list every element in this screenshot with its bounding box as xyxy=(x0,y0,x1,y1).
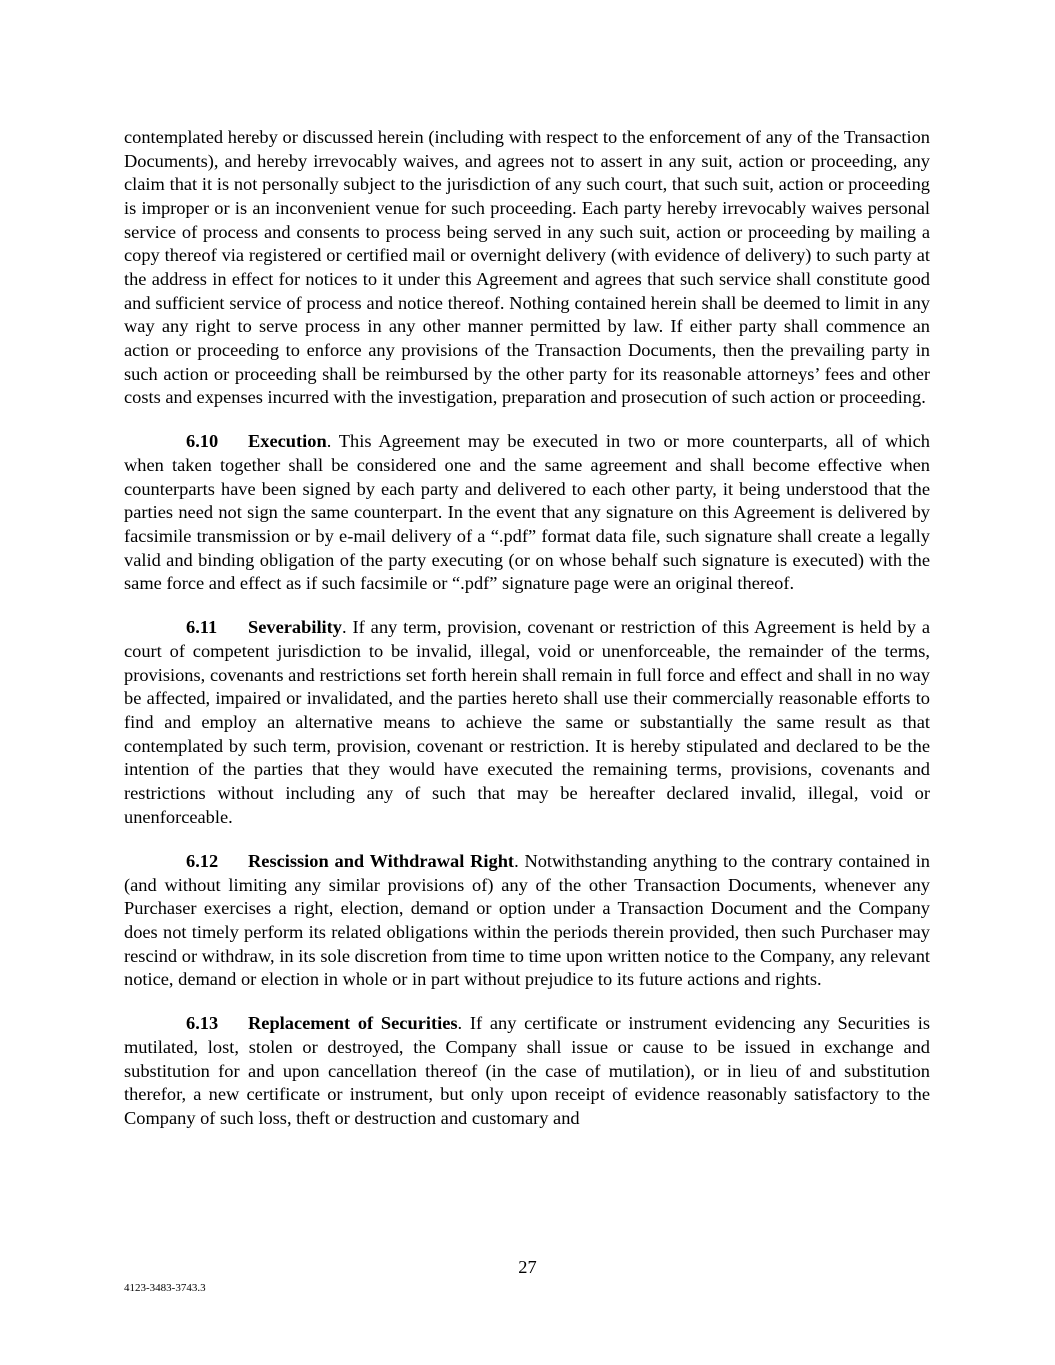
section-number: 6.11 xyxy=(186,617,218,638)
section-6-13 xyxy=(124,1012,930,1130)
section-number: 6.13 xyxy=(186,1013,219,1034)
document-id: 4123-3483-3743.3 xyxy=(124,1282,206,1294)
section-text: . Notwithstanding anything to the contrary contained in (and without limiting any similar provisions of) any of the other Transaction Documents, whenever any Purchaser exercises a right, election, demand or option under a Transaction Document and the Company does not timely perform its related obligations within the periods therein provided, then such Purchaser may rescind or withdraw, in its sole discretion from time to time upon written notice to the Company, any relevant notice, demand or election in whole or in part without prejudice to its future actions and rights. xyxy=(124,850,931,990)
section-6-11 xyxy=(124,616,930,829)
section-text: . If any term, provision, covenant or restriction of this Agreement is held by a court of competent jurisdiction to be invalid, illegal, void or unenforceable, the remainder of the terms, provisions, covenants and restrictions set forth herein shall remain in full force and effect and shall in no way be affected, impaired or invalidated, and the parties hereto shall use their commercially reasonable efforts to find and employ an alternative means to achieve the same or substantially the same result as that contemplated by such term, provision, covenant or restriction. It is hereby stipulated and declared to be the intention of the parties that they would have executed the remaining terms, provisions, covenants and restrictions without including any of such that may be hereafter declared invalid, illegal, void or unenforceable. xyxy=(124,617,930,827)
page-number: 27 xyxy=(518,1257,537,1277)
section-text: . This Agreement may be executed in two or more counterparts, all of which when taken together shall be considered one and the same agreement and shall become effective when counterparts have been signed by each party and delivered to each other party, it being understood that the parties need not sign the same counterpart. In the event that any signature on this Agreement is delivered by facsimile transmission or by e-mail delivery of a “.pdf” format data file, such signature shall create a legally valid and binding obligation of the party executing (or on whose behalf such signature is executed) with the same force and effect as if such facsimile or “.pdf” signature page were an original thereof. xyxy=(124,431,930,594)
section-number: 6.12 xyxy=(186,850,219,871)
continuation-paragraph: contemplated hereby or discussed herein (including with respect to the enforcement of any of the Transaction Documents), and hereby irrevocably waives, and agrees not to assert in any suit, action or proceeding, any claim that it is not personally subject to the jurisdiction of any such court, that such suit, action or proceeding is improper or is an inconvenient venue for such proceeding. Each party hereby irrevocably waives personal service of process and consents to process being served in any such suit, action or proceeding by mailing a copy thereof via registered or certified mail or overnight delivery (with evidence of delivery) to such party at the address in effect for notices to it under this Agreement and agrees that such service shall constitute good and sufficient service of process and notice thereof. Nothing contained herein shall be deemed to limit in any way any right to serve process in any other manner permitted by law. If either party shall commence an action or proceeding to enforce any provisions of the Transaction Documents, then the prevailing party in such action or proceeding shall be reimbursed by the other party for its reasonable attorneys’ fees and other costs and expenses incurred with the investigation, preparation and prosecution of such action or proceeding. xyxy=(124,127,930,408)
document-body xyxy=(124,126,930,1151)
section-text: . If any certificate or instrument evidencing any Securities is mutilated, lost, stolen or destroyed, the Company shall issue or cause to be issued in exchange and substitution for and upon cancellation thereof (in the case of mutilation), or in lieu of and substitution therefor, a new certificate or instrument, but only upon receipt of evidence reasonably satisfactory to the Company of such loss, theft or destruction and customary and xyxy=(124,1013,930,1128)
section-title: Rescission and Withdrawal Right xyxy=(248,850,515,871)
section-number: 6.10 xyxy=(186,431,219,452)
section-6-10 xyxy=(124,430,930,596)
section-6-12 xyxy=(124,850,930,992)
section-title: Execution xyxy=(248,431,327,452)
section-title: Severability xyxy=(248,617,342,638)
section-title: Replacement of Securities xyxy=(248,1013,458,1034)
